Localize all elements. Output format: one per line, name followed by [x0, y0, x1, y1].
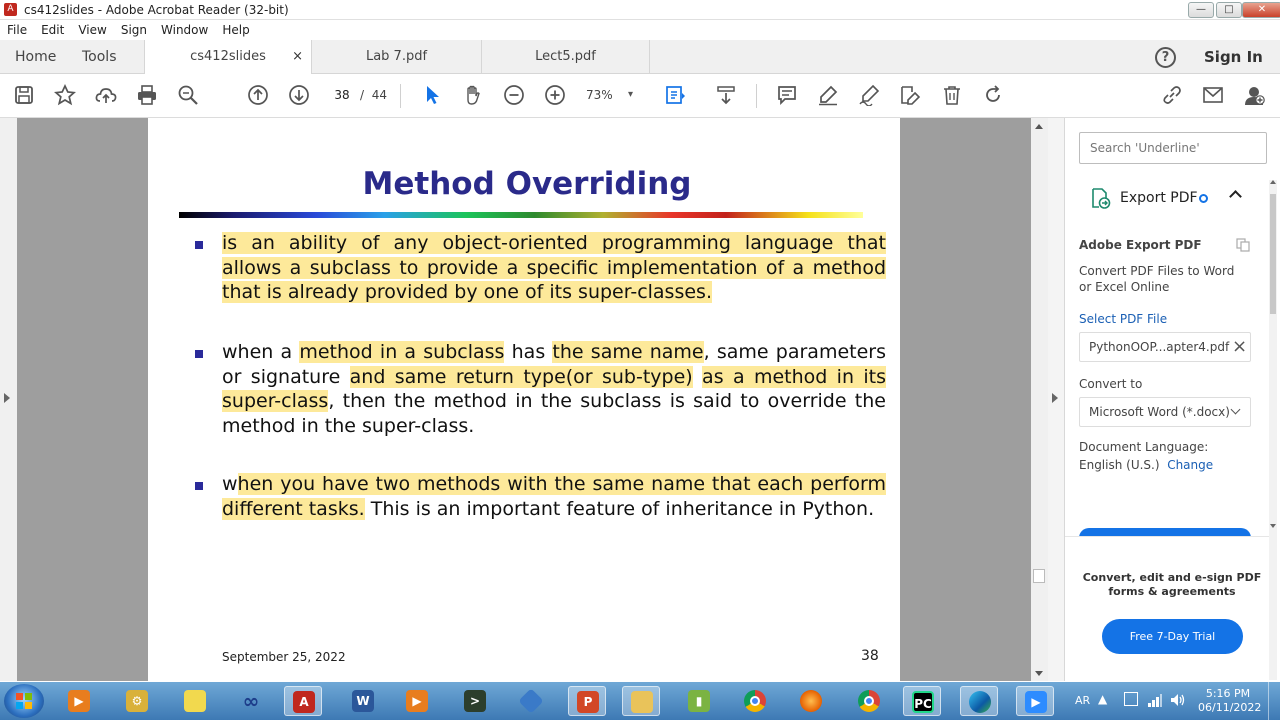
bullet-icon	[195, 241, 203, 249]
star-icon[interactable]	[53, 84, 77, 108]
tab-home[interactable]: Home	[15, 49, 57, 65]
close-window-button[interactable]: ✕	[1242, 2, 1280, 18]
export-pdf-icon	[1089, 187, 1111, 209]
fill-sign-icon[interactable]	[898, 84, 922, 108]
left-panel-collapsed	[0, 118, 17, 681]
expand-left-panel-icon[interactable]	[4, 393, 10, 403]
action-center-flag-icon[interactable]	[1124, 692, 1138, 706]
taskbar-powerpoint[interactable]	[568, 686, 606, 716]
chevron-up-icon[interactable]	[1229, 190, 1242, 203]
taskbar-vpn[interactable]	[512, 686, 550, 716]
bullet-text-2	[222, 340, 886, 438]
terminal-icon: >	[464, 690, 486, 712]
comment-icon[interactable]	[775, 84, 799, 108]
chevron-down-icon	[1231, 405, 1241, 415]
pycharm-icon: PC	[912, 691, 934, 713]
acrobat-app-icon: A	[4, 3, 17, 16]
maximize-button[interactable]: □	[1216, 2, 1242, 18]
select-pdf-file-label[interactable]: Select PDF File	[1079, 312, 1168, 326]
slide-title: Method Overriding	[362, 166, 692, 202]
taskbar-edge[interactable]	[960, 686, 998, 716]
menu-bar	[0, 20, 1280, 40]
scroll-mode-icon[interactable]	[714, 84, 738, 108]
text-run: when a	[222, 341, 300, 363]
windows-logo-icon	[4, 684, 44, 718]
sticky-notes-icon	[184, 690, 206, 712]
powerpoint-icon: P	[577, 691, 599, 713]
slide-page-number: 38	[861, 648, 879, 664]
save-icon[interactable]	[12, 84, 36, 108]
text-run: , same parameters or signature	[222, 341, 886, 388]
fit-page-icon[interactable]	[663, 84, 687, 108]
panel-scroll-up-icon[interactable]	[1270, 180, 1276, 184]
zoom-search-icon[interactable]	[176, 84, 200, 108]
tab-tools[interactable]: Tools	[82, 49, 117, 65]
bullet-icon	[195, 482, 203, 490]
text-run: This is an important feature of inheritance in Python.	[364, 497, 875, 520]
bullet-text-3	[222, 472, 886, 521]
highlighted-text: as a method in its super-class	[222, 365, 886, 412]
convert-to-label: Convert to	[1079, 377, 1143, 391]
network-signal-icon[interactable]	[1147, 692, 1163, 708]
taskbar-word[interactable]	[344, 686, 382, 716]
chrome-icon	[744, 690, 766, 712]
collapse-right-panel-icon[interactable]	[1052, 393, 1058, 403]
status-dot-icon	[1199, 194, 1208, 203]
select-cursor-icon[interactable]	[420, 84, 444, 108]
document-language-label: Document Language:	[1079, 440, 1209, 454]
copy-icon	[1236, 238, 1250, 252]
volume-icon[interactable]	[1170, 692, 1186, 708]
draw-sign-icon[interactable]	[857, 84, 881, 108]
page-total	[360, 83, 387, 107]
document-language	[1079, 458, 1213, 472]
zoom-value: 73%	[586, 88, 613, 102]
start-button[interactable]	[4, 684, 44, 718]
export-pdf-title[interactable]: Export PDF	[1120, 190, 1198, 206]
zoom-out-icon[interactable]	[502, 84, 526, 108]
text-run	[693, 366, 702, 388]
tab-cs412slides[interactable]	[144, 40, 312, 75]
section-description: Convert PDF Files to Word or Excel Online	[1079, 264, 1235, 294]
infinity-app-icon: ∞	[242, 689, 260, 713]
panel-scroll-thumb[interactable]	[1270, 194, 1276, 314]
show-hidden-icons-icon[interactable]: ▲	[1098, 692, 1108, 706]
highlighted-text: the same name	[552, 341, 704, 363]
taskbar-pycharm[interactable]	[903, 686, 941, 716]
taskbar-zoom[interactable]	[1016, 686, 1054, 716]
pdf-page	[148, 118, 900, 681]
menu-edit[interactable]: Edit	[41, 23, 65, 37]
main-toolbar	[0, 74, 1280, 118]
delete-icon[interactable]	[940, 84, 964, 108]
highlighted-text: and same return type(or sub-type)	[349, 365, 693, 388]
selected-file-name: PythonOOP...apter4.pdf	[1089, 340, 1230, 354]
remove-file-icon[interactable]: ×	[1232, 336, 1248, 357]
promo-section	[1065, 536, 1269, 681]
taskbar-acrobat-reader[interactable]	[284, 686, 322, 716]
rotate-icon[interactable]	[981, 84, 1005, 108]
convert-to-select[interactable]	[1079, 397, 1251, 427]
help-icon[interactable]: ?	[1155, 47, 1176, 68]
toolbar-divider	[756, 84, 757, 108]
right-panel-toggle-strip	[1048, 118, 1064, 681]
text-run: w	[222, 473, 238, 495]
minimize-button[interactable]: —	[1188, 2, 1214, 18]
promo-text: Convert, edit and e-sign PDF forms & agreements	[1082, 571, 1262, 598]
taskbar-sticky-notes[interactable]	[176, 686, 214, 716]
taskbar-chrome-2[interactable]	[850, 686, 888, 716]
vertical-scrollbar[interactable]	[1031, 118, 1048, 681]
page-total-count: 44	[371, 88, 387, 102]
chevron-down-icon: ▾	[628, 89, 634, 100]
vpn-icon	[518, 688, 543, 713]
change-language-link[interactable]: Change	[1167, 458, 1214, 472]
add-user-icon[interactable]	[1242, 84, 1266, 108]
search-tools-input[interactable]: Search 'Underline'	[1079, 132, 1267, 164]
taskbar-tools-app[interactable]	[118, 686, 156, 716]
convert-to-value: Microsoft Word (*.docx)	[1089, 405, 1230, 419]
print-icon[interactable]	[135, 84, 159, 108]
taskbar-media-player[interactable]	[60, 686, 98, 716]
highlighted-text: hen you have two methods with the same name that each perform different tasks.	[222, 473, 886, 520]
show-desktop-button[interactable]	[1268, 682, 1280, 720]
menu-help[interactable]: Help	[222, 23, 250, 37]
taskbar-media-app[interactable]	[398, 686, 436, 716]
share-link-icon[interactable]	[1160, 84, 1184, 108]
taskbar-chrome[interactable]	[736, 686, 774, 716]
zoom-in-icon[interactable]	[543, 84, 567, 108]
highlighted-text: method in a subclass	[299, 341, 505, 363]
selected-file-field[interactable]	[1079, 332, 1251, 362]
section-title: Adobe Export PDF	[1079, 238, 1202, 252]
tab-bar	[0, 40, 1280, 74]
clock[interactable]	[1198, 687, 1262, 715]
zoom-dropdown[interactable]	[586, 83, 640, 107]
window-title: cs412slides - Adobe Acrobat Reader (32-bit)	[24, 3, 289, 17]
word-icon: W	[352, 690, 374, 712]
document-language-value: English (U.S.)	[1079, 458, 1160, 472]
taskbar-file-explorer[interactable]	[622, 686, 660, 716]
clock-date: 06/11/2022	[1198, 701, 1262, 714]
chart-app-icon: ▮	[688, 690, 710, 712]
tools-app-icon: ⚙	[126, 690, 148, 712]
acrobat-icon: A	[293, 691, 315, 713]
menu-window[interactable]: Window	[161, 23, 209, 37]
hand-tool-icon[interactable]	[461, 84, 485, 108]
upload-cloud-icon[interactable]	[94, 84, 118, 108]
title-divider-rainbow	[179, 212, 863, 218]
text-run: , then the method in the subclass is said to override the method in the super-class.	[222, 390, 886, 437]
scroll-down-icon[interactable]	[1035, 671, 1043, 676]
media-app-icon: ▶	[406, 690, 428, 712]
tab-lect5[interactable]: Lect5.pdf	[482, 40, 650, 74]
next-page-icon[interactable]	[287, 84, 311, 108]
windows-taskbar	[0, 682, 1280, 720]
previous-page-icon[interactable]	[246, 84, 270, 108]
edge-icon	[969, 691, 991, 713]
bullet-text-1	[222, 231, 886, 305]
taskbar-chart-app[interactable]	[680, 686, 718, 716]
bullet-icon	[195, 350, 203, 358]
chrome-icon	[858, 690, 880, 712]
menu-file[interactable]: File	[7, 23, 28, 37]
panel-scroll-down-icon[interactable]	[1270, 524, 1276, 528]
free-trial-button[interactable]: Free 7-Day Trial	[1102, 619, 1243, 654]
language-indicator[interactable]: AR	[1075, 694, 1091, 707]
text-run: has	[504, 341, 553, 363]
sign-in-link[interactable]: Sign In	[1204, 48, 1263, 66]
media-player-icon: ▶	[68, 690, 90, 712]
taskbar-terminal[interactable]	[456, 686, 494, 716]
clock-time: 5:16 PM	[1205, 687, 1251, 700]
tab-label: cs412slides	[190, 49, 266, 64]
tab-lab7[interactable]: Lab 7.pdf	[312, 40, 482, 74]
taskbar-firefox[interactable]	[792, 686, 830, 716]
highlight-pen-icon[interactable]	[816, 84, 840, 108]
highlighted-text: is an ability of any object-oriented programming language that allows a subclass to provide a specific implementation of a method that is already provided by one of its super-classes.	[222, 232, 886, 303]
page-number-input[interactable]: 38	[334, 88, 350, 102]
panel-scrollbar[interactable]	[1269, 180, 1277, 680]
slide-footer-date: September 25, 2022	[222, 650, 346, 664]
taskbar-infinity-app[interactable]	[232, 686, 270, 716]
close-tab-icon[interactable]: ×	[292, 49, 303, 64]
firefox-icon	[800, 690, 822, 712]
scroll-thumb[interactable]	[1033, 569, 1045, 583]
email-icon[interactable]	[1201, 84, 1225, 108]
menu-view[interactable]: View	[78, 23, 107, 37]
toolbar-divider	[400, 84, 401, 108]
title-bar	[0, 0, 1280, 20]
zoom-meeting-icon: ▶	[1025, 691, 1047, 713]
menu-sign[interactable]: Sign	[120, 23, 148, 37]
folder-icon	[631, 691, 653, 713]
right-tools-panel	[1064, 118, 1280, 681]
page-separator: /	[360, 88, 365, 102]
scroll-up-icon[interactable]	[1035, 124, 1043, 129]
